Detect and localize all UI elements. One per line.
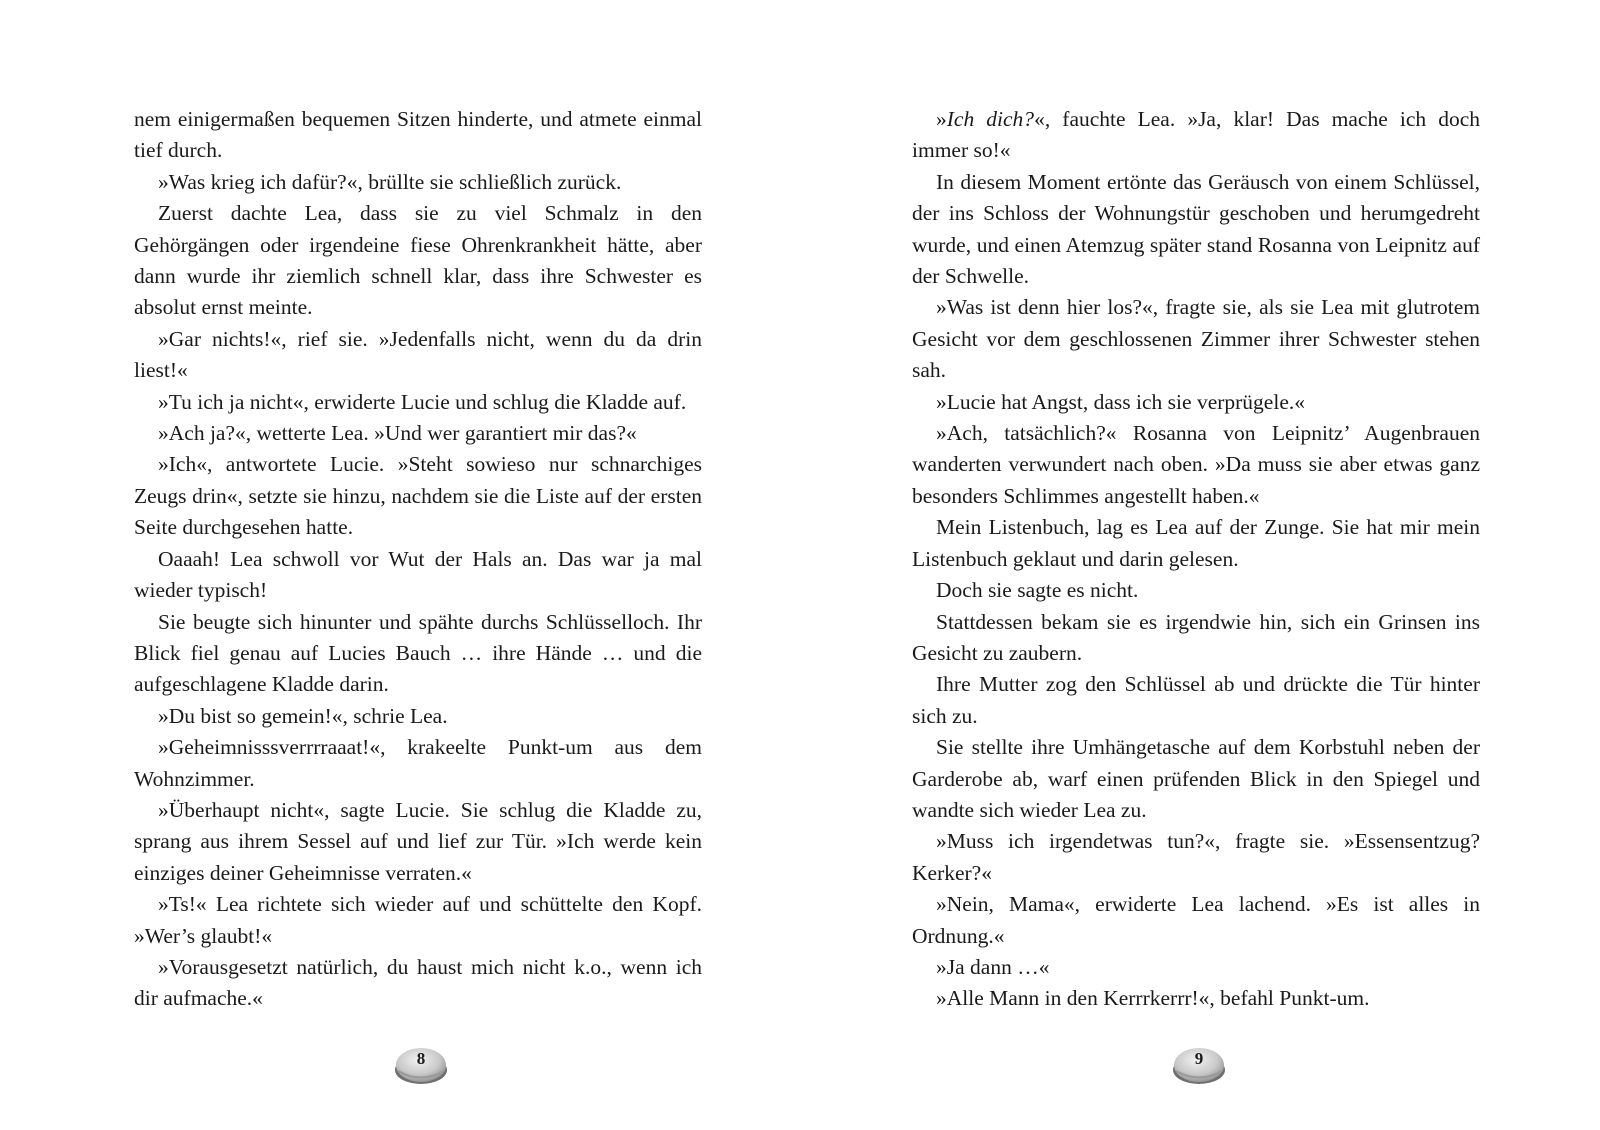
left-paragraph-9: Sie beugte sich hinunter und spähte durchs Schlüsselloch. Ihr Blick fiel genau auf Lucies Bauch … ihre Hände … und die aufgeschlagene Kladde darin. [134, 609, 702, 697]
opening-quote: » [936, 107, 947, 131]
italic-phrase: Ich dich? [946, 107, 1035, 131]
right-page [912, 104, 1480, 1015]
left-paragraph-13: »Ts!« Lea richtete sich wieder auf und schüttelte den Kopf. »Wer’s glaubt!« [134, 892, 702, 948]
right-paragraph-7: Doch sie sagte es nicht. [936, 578, 1139, 603]
left-paragraph-5: »Tu ich ja nicht«, erwiderte Lucie und schlug die Kladde auf. [158, 389, 687, 414]
page-number-left [394, 1044, 448, 1086]
right-paragraph-1 [912, 104, 1480, 167]
right-paragraph-14: »Alle Mann in den Kerrrkerrr!«, befahl Punkt-um. [936, 986, 1370, 1011]
left-paragraph-14: »Vorausgesetzt natürlich, du haust mich nicht k.o., wenn ich dir aufmache.« [134, 954, 702, 1011]
right-paragraph-4: »Lucie hat Angst, dass ich sie verprügele.« [936, 389, 1305, 414]
right-paragraph-13: »Ja dann …« [936, 954, 1050, 979]
left-paragraph-7: »Ich«, antwortete Lucie. »Steht sowieso nur schnarchiges Zeugs drin«, setzte sie hinzu, nachdem sie die Liste auf der ersten Seite durchgesehen hatte. [134, 452, 702, 540]
left-paragraph-8: Oaaah! Lea schwoll vor Wut der Hals an. Das war ja mal wieder typisch! [134, 546, 702, 603]
left-paragraph-2: »Was krieg ich dafür?«, brüllte sie schließlich zurück. [158, 169, 622, 194]
left-paragraph-6: »Ach ja?«, wetterte Lea. »Und wer garantiert mir das?« [158, 421, 637, 446]
left-paragraph-3: Zuerst dachte Lea, dass sie zu viel Schmalz in den Gehörgängen oder irgendeine fiese Ohrenkrankheit hätte, aber dann wurde ihr ziemlich schnell klar, dass ihre Schwester es absolut ernst meinte. [134, 201, 702, 320]
left-paragraph-11: »Geheimnisssverrrraaat!«, krakeelte Punkt-um aus dem Wohnzimmer. [134, 735, 702, 791]
right-paragraph-8: Stattdessen bekam sie es irgendwie hin, sich ein Grinsen ins Gesicht zu zaubern. [912, 609, 1480, 665]
left-page [134, 104, 702, 1015]
page-number-right [1172, 1044, 1226, 1086]
right-paragraph-2: In diesem Moment ertönte das Geräusch von einem Schlüssel, der ins Schloss der Wohnungstür geschoben und herumgedreht wurde, und einen Atemzug später stand Rosanna von Leipnitz auf der Schwelle. [912, 169, 1480, 289]
right-paragraph-6: Mein Listenbuch, lag es Lea auf der Zunge. Sie hat mir mein Listenbuch geklaut und darin gelesen. [912, 515, 1480, 571]
right-paragraph-1-rest: «, fauchte Lea. »Ja, klar! Das mache ich doch immer so!« [912, 107, 1480, 163]
right-paragraph-11: »Muss ich irgendetwas tun?«, fragte sie. »Essensentzug? Kerker?« [912, 829, 1480, 885]
left-paragraph-12: »Überhaupt nicht«, sagte Lucie. Sie schlug die Kladde zu, sprang aus ihrem Sessel auf und lief zur Tür. »Ich werde kein einziges deiner Geheimnisse verraten.« [134, 797, 702, 885]
right-paragraph-10: Sie stellte ihre Umhängetasche auf dem Korbstuhl neben der Garderobe ab, warf einen prüfenden Blick in den Spiegel und wandte sich wieder Lea zu. [912, 735, 1480, 822]
right-paragraph-3: »Was ist denn hier los?«, fragte sie, als sie Lea mit glutrotem Gesicht vor dem geschlossenen Zimmer ihrer Schwester stehen sah. [912, 295, 1480, 383]
page-number: 9 [1194, 1049, 1204, 1068]
right-paragraph-9: Ihre Mutter zog den Schlüssel ab und drückte die Tür hinter sich zu. [912, 672, 1480, 728]
left-paragraph-4: »Gar nichts!«, rief sie. »Jedenfalls nicht, wenn du da drin liest!« [134, 326, 702, 383]
left-paragraph-1: nem einigermaßen bequemen Sitzen hinderte, und atmete einmal tief durch. [134, 107, 702, 163]
page-number: 8 [416, 1049, 426, 1068]
right-paragraph-12: »Nein, Mama«, erwiderte Lea lachend. »Es ist alles in Ordnung.« [912, 892, 1480, 948]
right-paragraph-5: »Ach, tatsächlich?« Rosanna von Leipnitz’ Augenbrauen wanderten verwundert nach oben. »Da muss sie aber etwas ganz besonders Schlimmes angestellt haben.« [912, 421, 1480, 508]
left-paragraph-10: »Du bist so gemein!«, schrie Lea. [158, 703, 448, 728]
